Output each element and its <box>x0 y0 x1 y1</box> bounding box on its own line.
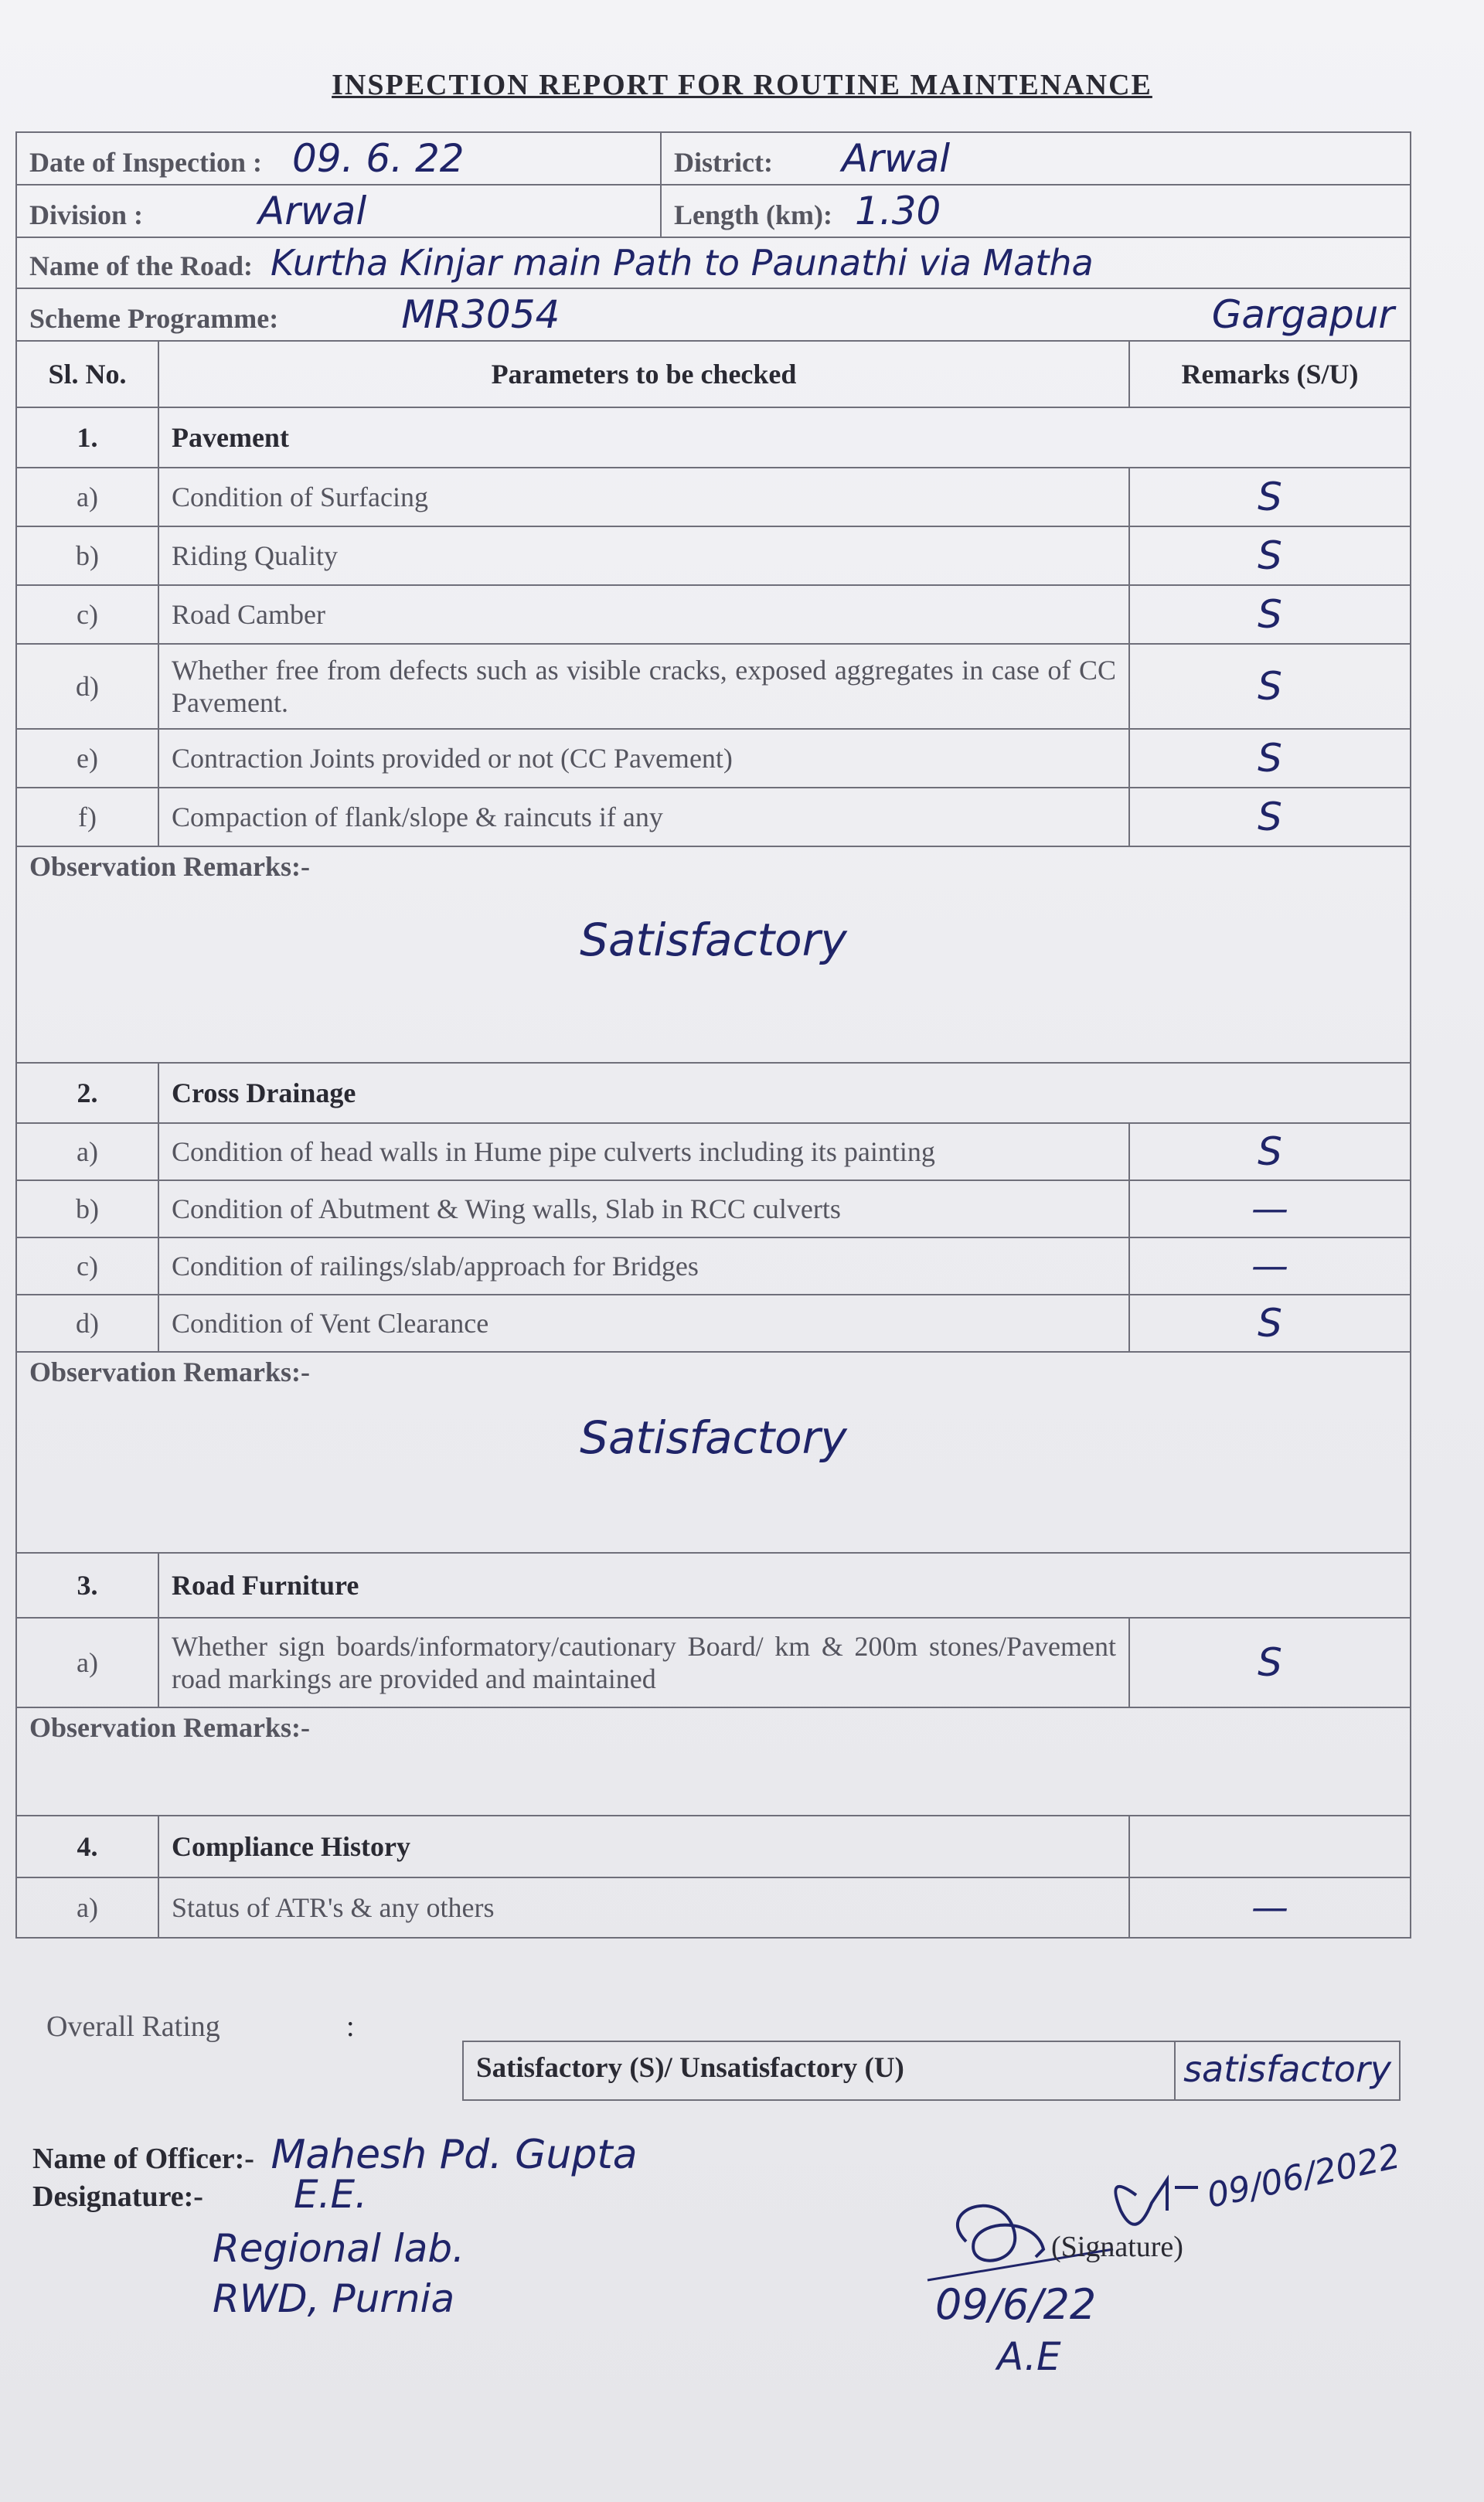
section-title-cross-drainage: Cross Drainage <box>158 1063 1411 1123</box>
officer-name-label: Name of Officer:- <box>32 2143 254 2175</box>
desig-line-1: E.E. <box>294 2172 367 2217</box>
observation-label: Observation Remarks:- <box>29 1712 310 1743</box>
item-remark: S <box>1129 1123 1411 1180</box>
section-number: 4. <box>16 1816 158 1877</box>
length-value: 1.30 <box>855 189 941 233</box>
date-label: Date of Inspection : <box>29 147 262 178</box>
overall-rating-label: Overall Rating <box>46 2010 220 2043</box>
observation-label: Observation Remarks:- <box>29 851 310 882</box>
report-form <box>15 131 1411 1939</box>
officer-desig-label: Designature:- <box>32 2180 203 2213</box>
item-sub: a) <box>16 1877 158 1938</box>
item-sub: a) <box>16 1618 158 1707</box>
item-text: Contraction Joints provided or not (CC Pavement) <box>158 729 1129 788</box>
district-cell <box>661 132 1411 185</box>
item-sub: e) <box>16 729 158 788</box>
overall-rating-box <box>462 2041 1401 2101</box>
desig-line-2: Regional lab. <box>213 2226 465 2271</box>
top-initials-date: 09/06/2022 <box>1203 2136 1404 2216</box>
report-title: INSPECTION REPORT FOR ROUTINE MAINTENANCE <box>332 69 1152 101</box>
section-title-compliance-history: Compliance History <box>158 1816 1129 1877</box>
signature-date: 09/6/22 <box>935 2280 1097 2329</box>
item-remark: S <box>1129 468 1411 526</box>
section-title-pavement: Pavement <box>158 407 1411 468</box>
item-remark: — <box>1129 1237 1411 1295</box>
item-remark: S <box>1129 1295 1411 1352</box>
road-name-label: Name of the Road: <box>29 250 253 281</box>
division-label: Division : <box>29 199 144 230</box>
item-text: Status of ATR's & any others <box>158 1877 1129 1938</box>
observation-remarks-2 <box>16 1352 1411 1553</box>
scheme-cell <box>16 288 1411 341</box>
desig-line-3: RWD, Purnia <box>213 2276 455 2321</box>
item-remark: S <box>1129 585 1411 644</box>
item-sub: b) <box>16 1180 158 1237</box>
observation-text: Satisfactory <box>580 914 847 966</box>
item-text: Riding Quality <box>158 526 1129 585</box>
item-remark: S <box>1129 788 1411 846</box>
rating-options-label: Satisfactory (S)/ Unsatisfactory (U) <box>464 2042 1176 2099</box>
item-text: Condition of head walls in Hume pipe culverts including its painting <box>158 1123 1129 1180</box>
date-value: 09. 6. 22 <box>291 136 465 181</box>
item-remark: — <box>1129 1180 1411 1237</box>
section-number: 1. <box>16 407 158 468</box>
overall-rating-colon: : <box>346 2010 355 2043</box>
district-label: District: <box>674 147 773 178</box>
observation-label: Observation Remarks:- <box>29 1357 310 1387</box>
item-text: Condition of Surfacing <box>158 468 1129 526</box>
division-cell <box>16 185 661 237</box>
item-sub: d) <box>16 1295 158 1352</box>
scheme-value: MR3054 <box>401 292 560 337</box>
road-name-continuation: Gargapur <box>1211 292 1394 337</box>
road-name-value: Kurtha Kinjar main Path to Paunathi via Matha <box>270 242 1094 284</box>
parameters-table <box>15 340 1411 1939</box>
item-sub: b) <box>16 526 158 585</box>
officer-name-value: Mahesh Pd. Gupta <box>271 2132 638 2178</box>
observation-remarks-3 <box>16 1707 1411 1816</box>
road-name-cell <box>16 237 1411 288</box>
item-text: Whether free from defects such as visible cracks, exposed aggregates in case of CC Pavement. <box>158 644 1129 729</box>
item-text: Road Camber <box>158 585 1129 644</box>
item-remark: S <box>1129 729 1411 788</box>
section-number: 2. <box>16 1063 158 1123</box>
item-text: Whether sign boards/informatory/cautionary Board/ km & 200m stones/Pavement road markings are provided and maintained <box>158 1618 1129 1707</box>
item-sub: a) <box>16 468 158 526</box>
item-sub: d) <box>16 644 158 729</box>
item-text: Condition of Abutment & Wing walls, Slab in RCC culverts <box>158 1180 1129 1237</box>
division-value: Arwal <box>258 189 367 233</box>
date-cell <box>16 132 661 185</box>
item-sub: f) <box>16 788 158 846</box>
section-number: 3. <box>16 1553 158 1618</box>
district-value: Arwal <box>841 136 951 181</box>
length-label: Length (km): <box>674 199 832 230</box>
item-sub: c) <box>16 585 158 644</box>
section-title-road-furniture: Road Furniture <box>158 1553 1411 1618</box>
signature-label: (Signature) <box>1051 2231 1183 2263</box>
item-remark: S <box>1129 526 1411 585</box>
item-text: Compaction of flank/slope & raincuts if any <box>158 788 1129 846</box>
empty-remark-cell <box>1129 1816 1411 1877</box>
item-remark: S <box>1129 644 1411 729</box>
item-sub: c) <box>16 1237 158 1295</box>
item-text: Condition of Vent Clearance <box>158 1295 1129 1352</box>
signature-designation: A.E <box>997 2334 1061 2379</box>
observation-remarks-1 <box>16 846 1411 1063</box>
parameters-header: Parameters to be checked <box>158 341 1129 407</box>
length-cell <box>661 185 1411 237</box>
header-table <box>15 131 1411 342</box>
item-sub: a) <box>16 1123 158 1180</box>
slno-header: Sl. No. <box>16 341 158 407</box>
scheme-label: Scheme Programme: <box>29 303 279 334</box>
item-remark: — <box>1129 1877 1411 1938</box>
item-text: Condition of railings/slab/approach for Bridges <box>158 1237 1129 1295</box>
rating-value: satisfactory <box>1183 2048 1391 2090</box>
remarks-header: Remarks (S/U) <box>1129 341 1411 407</box>
item-remark: S <box>1129 1618 1411 1707</box>
observation-text: Satisfactory <box>580 1411 847 1464</box>
